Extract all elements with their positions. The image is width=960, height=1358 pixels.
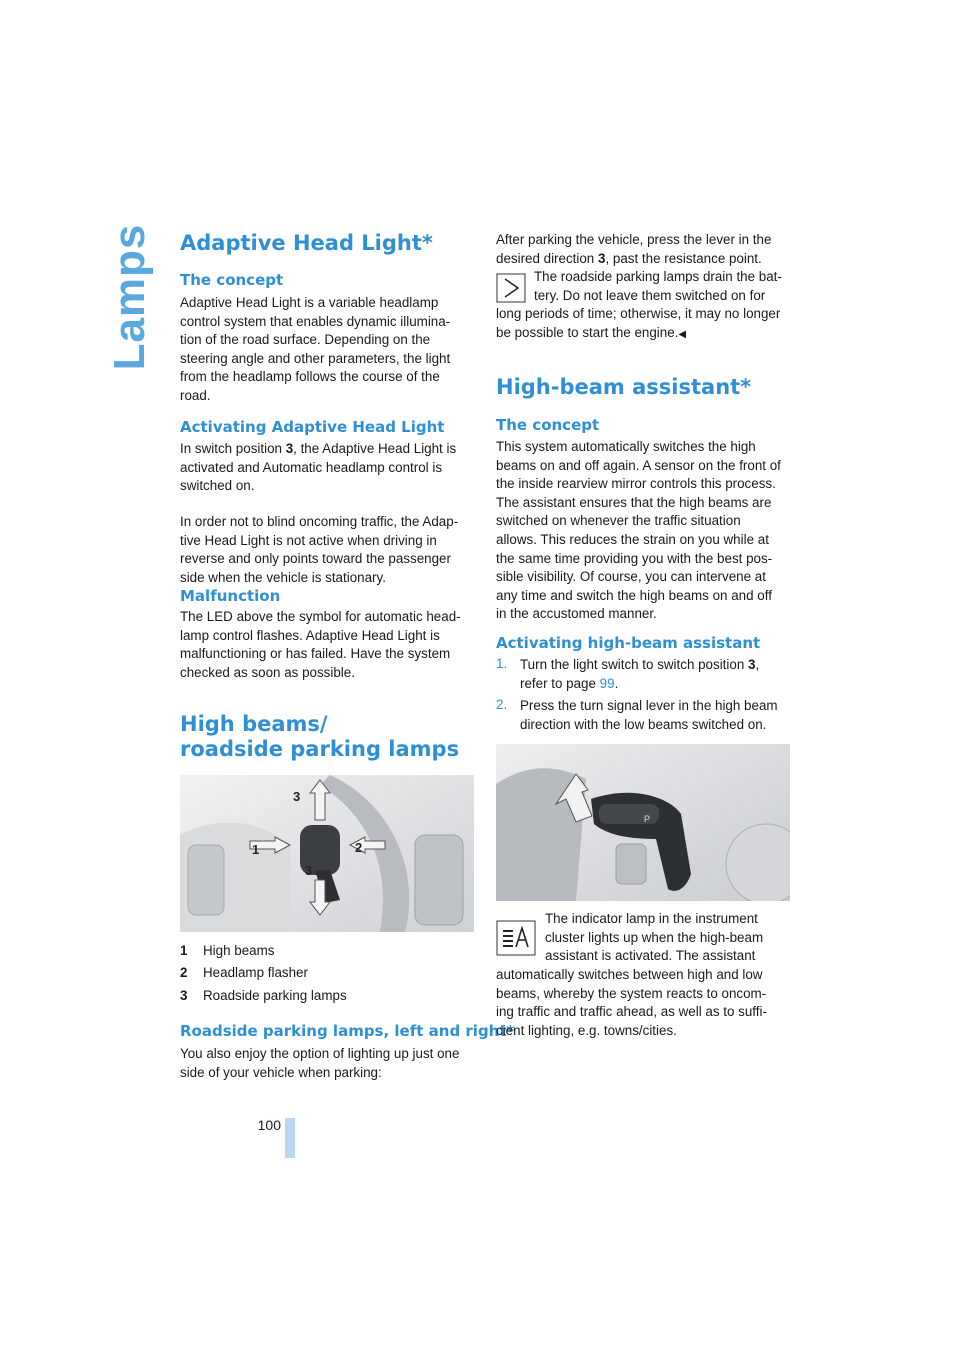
svg-text:P: P	[644, 814, 651, 824]
text-line: You also enjoy the option of lighting up just one	[180, 1046, 460, 1061]
legend-number: 3	[180, 988, 188, 1003]
roadside-paragraph	[180, 1045, 480, 1082]
hba-concept-paragraph	[496, 438, 796, 624]
heading-concept: The concept	[496, 416, 600, 434]
end-marker-icon: ◀	[678, 328, 687, 340]
heading-adaptive-head-light: Adaptive Head Light*	[180, 231, 433, 255]
text-line: side when the vehicle is stationary.	[180, 569, 386, 585]
warning-paragraph	[496, 305, 796, 344]
switch-position-value: 3	[748, 657, 756, 672]
text-line: sible visibility. Of course, you can intervene at	[496, 569, 766, 585]
text-line: in the accustomed manner.	[496, 606, 657, 622]
legend-number: 1	[180, 943, 188, 958]
text-line: checked as soon as possible.	[180, 664, 355, 680]
text-line: lamp control flashes. Adaptive Head Light is	[180, 627, 440, 643]
text-line: road.	[180, 387, 211, 403]
legend-text: Headlamp flasher	[203, 965, 308, 980]
turn-signal-lever-svg	[496, 744, 790, 901]
malfunction-paragraph	[180, 608, 480, 682]
text-line: beams, whereby the system reacts to oncom-	[496, 985, 767, 1001]
text-line: tion of the road surface. Depending on the	[180, 332, 431, 348]
text-line: The indicator lamp in the instrument	[545, 911, 758, 926]
text-line: long periods of time; otherwise, it may no longer	[496, 306, 781, 321]
text-line: tery. Do not leave them switched on for	[534, 287, 766, 303]
section-title-sidebar	[100, 223, 160, 371]
text-line: control system that enables dynamic illumina-	[180, 313, 451, 329]
figure-label-3-top: 3	[293, 789, 301, 804]
text-line: The LED above the symbol for automatic head-	[180, 609, 461, 624]
text-line: cient lighting, e.g. towns/cities.	[496, 1022, 677, 1038]
text-line	[520, 656, 795, 675]
legend-number: 2	[180, 965, 188, 980]
text-span: desired direction	[496, 250, 598, 266]
text-line	[520, 675, 795, 694]
text-span: ,	[755, 657, 760, 672]
heading-roadside-left-right: Roadside parking lamps, left and right*	[180, 1022, 515, 1040]
heading-high-beam-assistant: High-beam assistant*	[496, 375, 752, 399]
text-line: malfunctioning or has failed. Have the system	[180, 646, 451, 662]
figure-label-3-bottom: 3	[305, 863, 313, 878]
text-line: tive Head Light is not active when driving in	[180, 532, 437, 548]
text-line: Adaptive Head Light is a variable headlamp	[180, 295, 439, 310]
heading-line: roadside parking lamps	[180, 737, 460, 761]
legend-item	[180, 964, 308, 982]
indicator-paragraph-indented	[545, 910, 795, 966]
text-line: cluster lights up when the high-beam	[545, 929, 764, 945]
warning-paragraph-indented	[534, 268, 794, 305]
text-line	[496, 250, 796, 269]
lever-diagram-image	[180, 775, 474, 932]
text-line: the same time providing you with the best pos-	[496, 550, 773, 566]
step-text	[520, 697, 795, 734]
text-line: After parking the vehicle, press the lever in the	[496, 232, 772, 247]
legend-text: Roadside parking lamps	[203, 988, 347, 1003]
text-line: allows. This reduces the strain on you while at	[496, 531, 769, 547]
figure-label-1: 1	[252, 842, 260, 857]
text-line: ing traffic and traffic ahead, as well as to suffi-	[496, 1004, 767, 1020]
direction-value: 3	[597, 250, 606, 266]
legend-item	[180, 942, 274, 960]
step-number: 1.	[496, 656, 508, 671]
high-beam-assistant-icon	[496, 920, 536, 956]
text-line: The roadside parking lamps drain the bat-	[534, 269, 782, 284]
text-line: switched on whenever the traffic situation	[496, 513, 741, 529]
text-span: refer to page	[520, 675, 600, 691]
text-line: The assistant ensures that the high beams are	[496, 494, 772, 510]
text-span: be possible to start the engine.	[496, 324, 679, 340]
page-number: 100	[257, 1117, 281, 1133]
lever-diagram-svg	[180, 775, 474, 932]
blind-traffic-paragraph	[180, 513, 480, 587]
indicator-paragraph	[496, 966, 796, 1040]
arrow-triangle-icon	[496, 273, 526, 303]
text-line: activated and Automatic headlamp control is	[180, 459, 443, 475]
text-line: Press the turn signal lever in the high beam	[520, 698, 778, 713]
text-line	[496, 324, 796, 345]
step-number: 2.	[496, 697, 508, 712]
text-span: In switch position	[180, 441, 286, 456]
activating-paragraph	[180, 440, 480, 496]
text-line: In order not to blind oncoming traffic, the Adap-	[180, 514, 459, 529]
text-line: This system automatically switches the high	[496, 439, 756, 454]
heading-activating-hba: Activating high-beam assistant	[496, 634, 761, 652]
heading-line: High beams/	[180, 712, 328, 736]
text-line: direction with the low beams switched on.	[520, 716, 767, 732]
page-link[interactable]: 99	[599, 675, 615, 691]
parking-paragraph	[496, 231, 796, 268]
page-margin-bar	[285, 1118, 295, 1158]
concept-paragraph	[180, 294, 480, 406]
text-line: side of your vehicle when parking:	[180, 1064, 382, 1080]
text-line: beams on and off again. A sensor on the front of	[496, 457, 781, 473]
text-line: automatically switches between high and low	[496, 967, 763, 982]
text-span: .	[614, 675, 619, 691]
legend-text: High beams	[203, 943, 275, 958]
text-line: any time and switch the high beams on and off	[496, 587, 772, 603]
text-line	[180, 440, 480, 459]
text-line: the inside rearview mirror controls this process.	[496, 476, 776, 492]
text-line: steering angle and other parameters, the light	[180, 350, 451, 366]
text-span: Turn the light switch to switch position	[520, 657, 748, 672]
text-line: from the headlamp follows the course of the	[180, 369, 440, 385]
text-line: assistant is activated. The assistant	[545, 948, 756, 964]
text-span: , the Adaptive Head Light is	[293, 441, 457, 456]
step-text	[520, 656, 795, 693]
legend-item	[180, 987, 347, 1005]
heading-high-beams	[180, 712, 459, 762]
figure-label-2: 2	[355, 840, 363, 855]
section-title-text: Lamps	[105, 223, 154, 371]
text-line: reverse and only points toward the passenger	[180, 551, 451, 567]
heading-activating-adaptive: Activating Adaptive Head Light	[180, 418, 445, 436]
text-span: , past the resistance point.	[605, 250, 762, 266]
text-line: switched on.	[180, 478, 255, 494]
switch-position-value: 3	[285, 441, 294, 456]
heading-concept: The concept	[180, 271, 284, 289]
heading-malfunction: Malfunction	[180, 587, 281, 605]
turn-signal-lever-image	[496, 744, 790, 901]
